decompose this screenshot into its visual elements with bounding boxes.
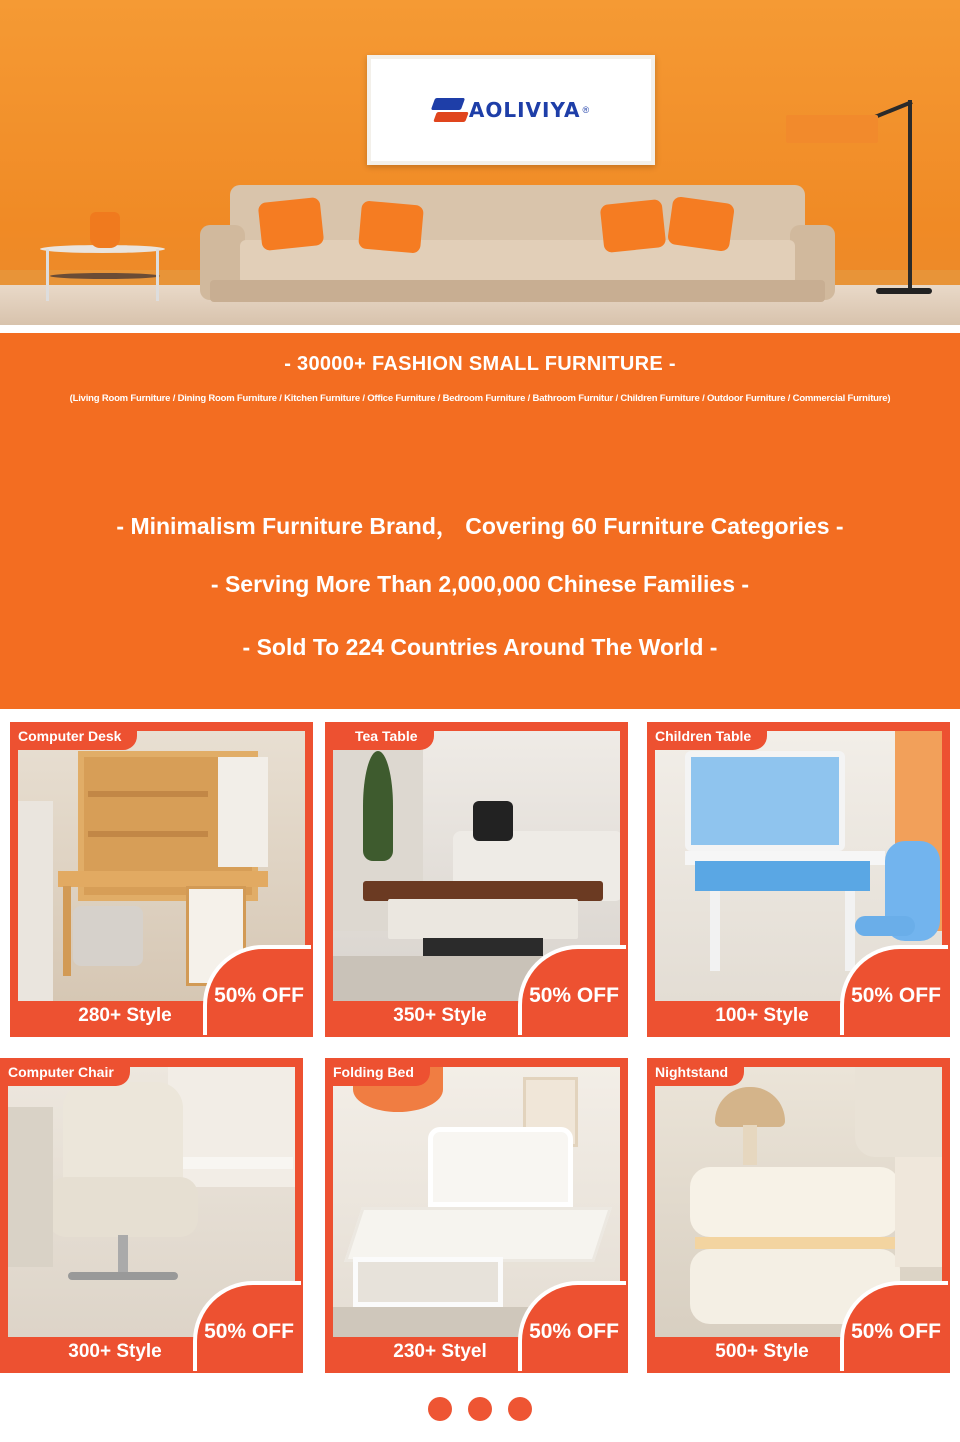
- vase-illustration: [90, 212, 120, 248]
- brand-logo: [433, 95, 589, 125]
- registered-mark: ®: [582, 105, 590, 115]
- brand-statement-1: - Minimalism Furniture Brand， Covering 60 Furniture Categories -: [116, 513, 844, 539]
- pagination-dot-2[interactable]: [468, 1397, 492, 1421]
- product-card-computer-chair[interactable]: [0, 1058, 303, 1373]
- style-count: 100+ Style: [715, 1005, 809, 1026]
- floor-lamp-base: [876, 288, 932, 294]
- pagination-dot-1[interactable]: [428, 1397, 452, 1421]
- brand-info-band: [0, 333, 960, 709]
- discount-badge: 50% OFF: [203, 945, 311, 1035]
- product-card-children-table[interactable]: [647, 722, 950, 1037]
- product-card-nightstand[interactable]: [647, 1058, 950, 1373]
- category-tag: Nightstand: [647, 1058, 744, 1086]
- category-tag: Computer Chair: [0, 1058, 130, 1086]
- discount-badge: 50% OFF: [518, 1281, 626, 1371]
- brand-name: AOLIVIYA: [468, 98, 581, 122]
- product-card-tea-table[interactable]: [325, 722, 628, 1037]
- product-card-computer-desk[interactable]: [10, 722, 313, 1037]
- floor-lamp-pole: [908, 100, 912, 290]
- category-tag: Children Table: [647, 722, 767, 750]
- discount-badge: 50% OFF: [840, 945, 948, 1035]
- pagination-dot-3[interactable]: [508, 1397, 532, 1421]
- floor-lamp-shade: [786, 115, 878, 143]
- category-tag: Folding Bed: [325, 1058, 430, 1086]
- headline: - 30000+ FASHION SMALL FURNITURE -: [284, 353, 676, 375]
- brand-statement-2: - Serving More Than 2,000,000 Chinese Families -: [210, 571, 750, 597]
- category-tag: Tea Table: [325, 722, 434, 750]
- discount-badge: 50% OFF: [193, 1281, 301, 1371]
- carousel-pagination: [0, 1397, 960, 1423]
- brand-logo-icon: [433, 95, 467, 125]
- style-count: 230+ Styel: [393, 1341, 487, 1362]
- product-card-folding-bed[interactable]: [325, 1058, 628, 1373]
- side-table-illustration: [40, 245, 165, 300]
- discount-badge: 50% OFF: [518, 945, 626, 1035]
- style-count: 280+ Style: [78, 1005, 172, 1026]
- category-tag: Computer Desk: [10, 722, 137, 750]
- brand-logo-frame: [367, 55, 655, 165]
- hero-banner: [0, 0, 960, 325]
- style-count: 350+ Style: [393, 1005, 487, 1026]
- sofa-illustration: [200, 185, 835, 305]
- discount-badge: 50% OFF: [840, 1281, 948, 1371]
- style-count: 500+ Style: [715, 1341, 809, 1362]
- brand-statement-3: - Sold To 224 Countries Around The World -: [242, 634, 718, 660]
- style-count: 300+ Style: [68, 1341, 162, 1362]
- category-list: (Living Room Furniture / Dining Room Furniture / Kitchen Furniture / Office Furniture / Bedroom Furniture / Bathroom Furnitur / Children Furniture / Outdoor Furniture / Commercial Furniture): [69, 393, 891, 404]
